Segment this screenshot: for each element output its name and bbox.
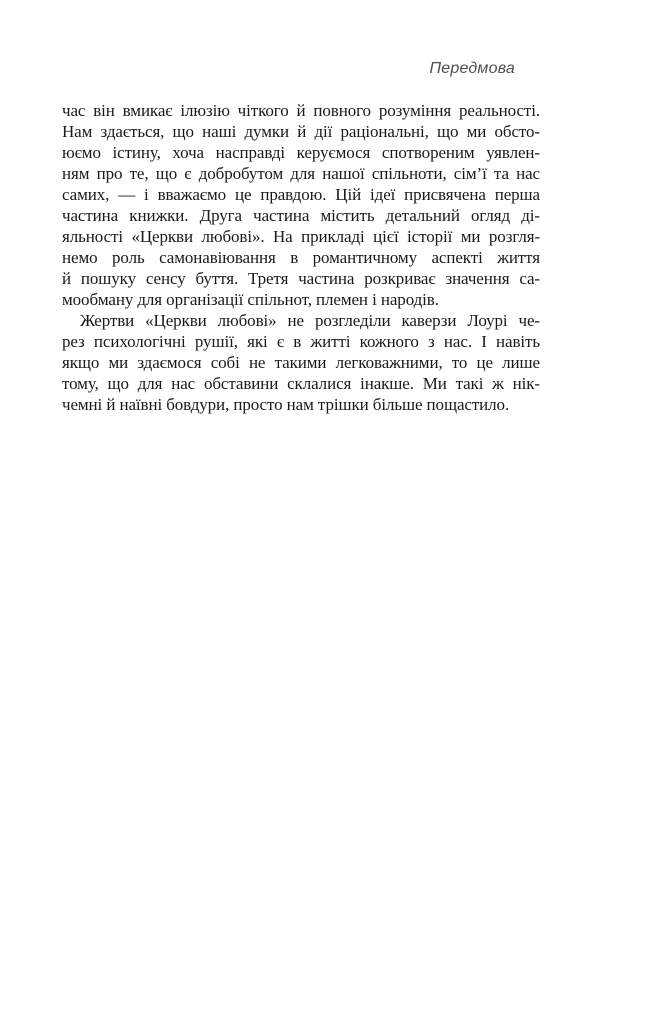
text-line: мообману для організації спільнот, племен і народів. <box>62 290 439 309</box>
text-line: Жертви «Церкви любові» не розгледіли каверзи Лоурі че- <box>80 311 540 330</box>
text-line: яльності «Церкви любові». На прикладі цієї історії ми розгля- <box>62 227 540 246</box>
text-block <box>62 100 540 415</box>
paragraph <box>62 310 540 415</box>
text-line: юємо істину, хоча насправді керуємося спотвореним уявлен- <box>62 143 540 162</box>
text-line: якщо ми здаємося собі не такими легковажними, то це лише <box>62 353 540 372</box>
text-line: тому, що для нас обставини склалися інакше. Ми такі ж нік- <box>62 374 540 393</box>
text-line: рез психологічні рушії, які є в житті кожного з нас. І навіть <box>62 332 540 351</box>
text-line: чемні й наївні бовдури, просто нам трішки більше пощастило. <box>62 395 510 414</box>
text-line: Нам здається, що наші думки й дії раціональні, що ми обсто- <box>62 122 540 141</box>
text-line: самих, — і вважаємо це правдою. Цій ідеї присвячена перша <box>62 185 540 204</box>
text-line: немо роль самонавіювання в романтичному аспекті життя <box>62 248 540 267</box>
paragraph <box>62 100 540 310</box>
text-line: час він вмикає ілюзію чіткого й повного розуміння реальності. <box>62 101 540 120</box>
text-line: частина книжки. Друга частина містить детальний огляд ді- <box>62 206 540 225</box>
text-line: й пошуку сенсу буття. Третя частина розкриває значення са- <box>62 269 540 288</box>
text-line: ням про те, що є добробутом для нашої спільноти, сім’ї та нас <box>62 164 540 183</box>
running-head: Передмова <box>429 60 515 77</box>
